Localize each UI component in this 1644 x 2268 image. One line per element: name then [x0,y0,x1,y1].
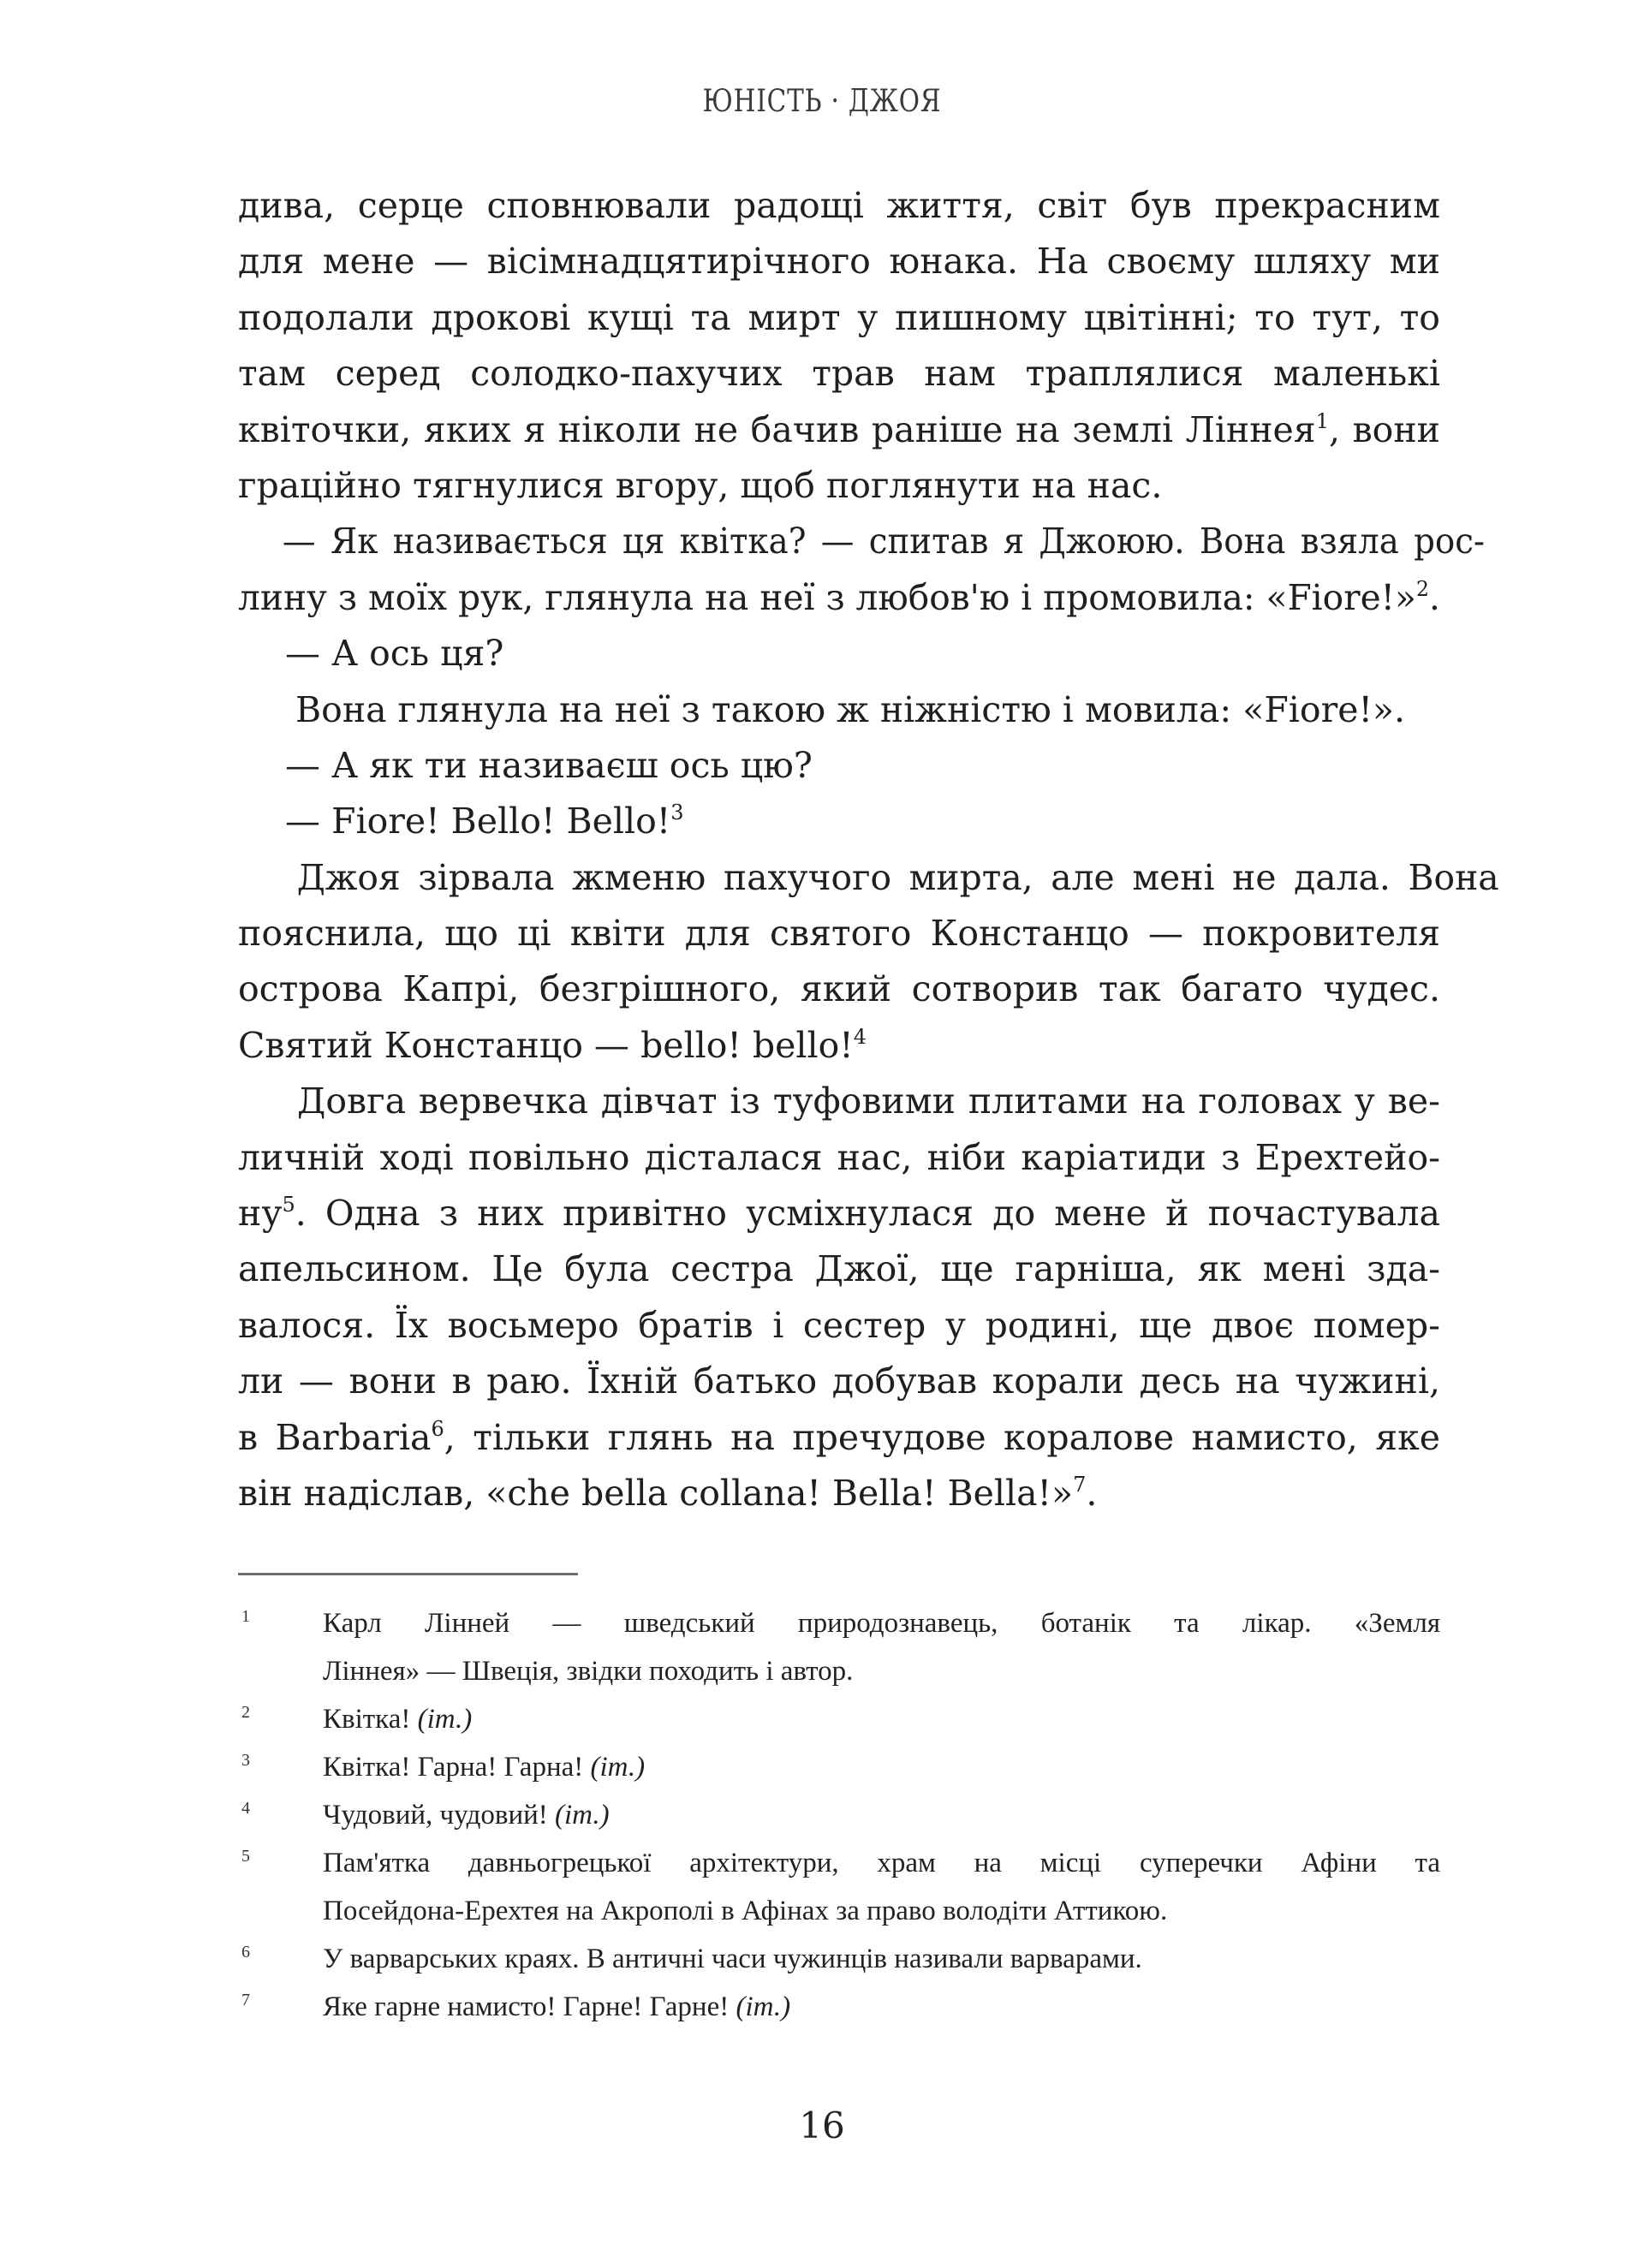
footnote-item [238,1935,1440,1983]
running-head: ЮНІСТЬ · ДЖОЯ [702,84,942,119]
body-line: — А ось ця? [285,633,504,675]
language-abbrev: (іт.) [590,1752,646,1783]
body-line: подолали дрокові кущі та мирт у пишному цвітінні; то тут, то [238,296,1440,338]
footnote-divider [238,1573,578,1575]
footnote-number: 4 [241,1799,250,1818]
body-line: — Як називається ця квітка? — спитав я Джоюю. Вона взяла рос- [282,521,1485,563]
footnote-number: 1 [241,1607,250,1626]
footnote-text: Квітка! (іт.) [323,1704,473,1735]
footnote-number: 7 [241,1991,250,2009]
footnote-text: Яке гарне намисто! Гарне! Гарне! (іт.) [323,1991,791,2022]
body-line: Святий Констанцо — bello! bello!$^4$ [238,1024,867,1066]
footnote-number: 5 [241,1847,250,1866]
footnote-item [238,1599,1440,1695]
footnote-item [238,1839,1440,1935]
language-abbrev: (іт.) [555,1800,610,1830]
footnote-item [238,1695,1440,1743]
body-line: він надіслав, «che bella collana! Bella! Bella!»$^7$. [238,1472,1098,1514]
footnote-number: 2 [241,1703,250,1722]
body-text [238,178,1499,1521]
footnote-ref[interactable]: 1 [1315,408,1329,433]
footnote-text: Квітка! Гарна! Гарна! (іт.) [323,1752,646,1783]
footnotes [238,1599,1440,2031]
footnote-text: Чудовий, чудовий! (іт.) [323,1800,610,1830]
body-line: граційно тягнулися вгору, щоб поглянути на нас. [238,464,1163,506]
footnote-number: 3 [241,1751,250,1770]
body-line: — Fiore! Bello! Bello!$^3$ [285,801,684,842]
footnote-ref[interactable]: 3 [670,801,684,825]
footnote-item [238,1743,1440,1791]
footnote-text: У варварських краях. В античні часи чужинців називали варварами. [323,1944,1142,1974]
language-abbrev: (іт.) [736,1991,791,2022]
footnote-ref[interactable]: 6 [431,1416,444,1441]
footnote-ref[interactable]: 4 [853,1024,867,1049]
body-line: апельсином. Це була сестра Джої, ще гарніша, як мені зда- [238,1248,1440,1290]
footnote-ref[interactable]: 5 [282,1193,295,1217]
body-line: Довга вервечка дівчат із туфовими плитами на головах у ве- [297,1080,1440,1122]
body-line: Джоя зірвала жменю пахучого мирта, але мені не дала. Вона [296,856,1499,898]
body-line: валося. Їх восьмеро братів і сестер у родині, ще двоє помер- [238,1304,1440,1346]
footnote-item [238,1983,1440,2031]
body-line: — А як ти називаєш ось цю? [285,744,813,786]
body-line: острова Капрі, безгрішного, який сотворив так багато чудес. [238,968,1440,1010]
body-line: в Barbaria$^6$, тільки глянь на пречудове коралове намисто, яке [238,1416,1440,1458]
body-line: Вона глянула на неї з такою ж ніжністю і мовила: «Fiore!». [295,688,1406,730]
footnote-text: Пам'ятка давньогрецької архітектури, храм на місці суперечки Афіни та Посейдона-Ерехтея на Акрополі в Афінах за право володіти Аттикою. [323,1848,1440,1926]
body-line: лину з моїх рук, глянула на неї з любов'ю і промовила: «Fiore!»$^2$. [238,576,1440,618]
language-abbrev: (іт.) [417,1704,473,1735]
body-line: там серед солодко-пахучих трав нам траплялися маленькі [238,353,1440,395]
body-line: пояснила, що ці квіти для святого Констанцо — покровителя [238,913,1440,955]
footnote-text: Карл Лінней — шведський природознавець, ботанік та лікар. «Земля Ліннея» — Швеція, звідки походить і автор. [323,1608,1440,1687]
body-line: квіточки, яких я ніколи не бачив раніше на землі Ліннея$^1$, вони [238,408,1440,450]
footnote-number: 6 [241,1943,250,1961]
body-line: ли — вони в раю. Їхній батько добував корали десь на чужині, [238,1360,1440,1402]
footnote-ref[interactable]: 7 [1073,1472,1087,1497]
body-line: ну$^5$. Одна з них привітно усміхнулася до мене й почастувала [238,1193,1440,1235]
page-number: 16 [799,2104,845,2146]
body-line: дива, серце сповнювали радощі життя, світ був прекрасним [238,185,1440,226]
body-line: для мене — вісімнадцятирічного юнака. На своєму шляху ми [238,241,1440,283]
footnote-item [238,1791,1440,1839]
footnote-ref[interactable]: 2 [1415,576,1430,601]
body-line: личній ході повільно дісталася нас, ніби каріатиди з Ерехтейо- [238,1136,1440,1178]
